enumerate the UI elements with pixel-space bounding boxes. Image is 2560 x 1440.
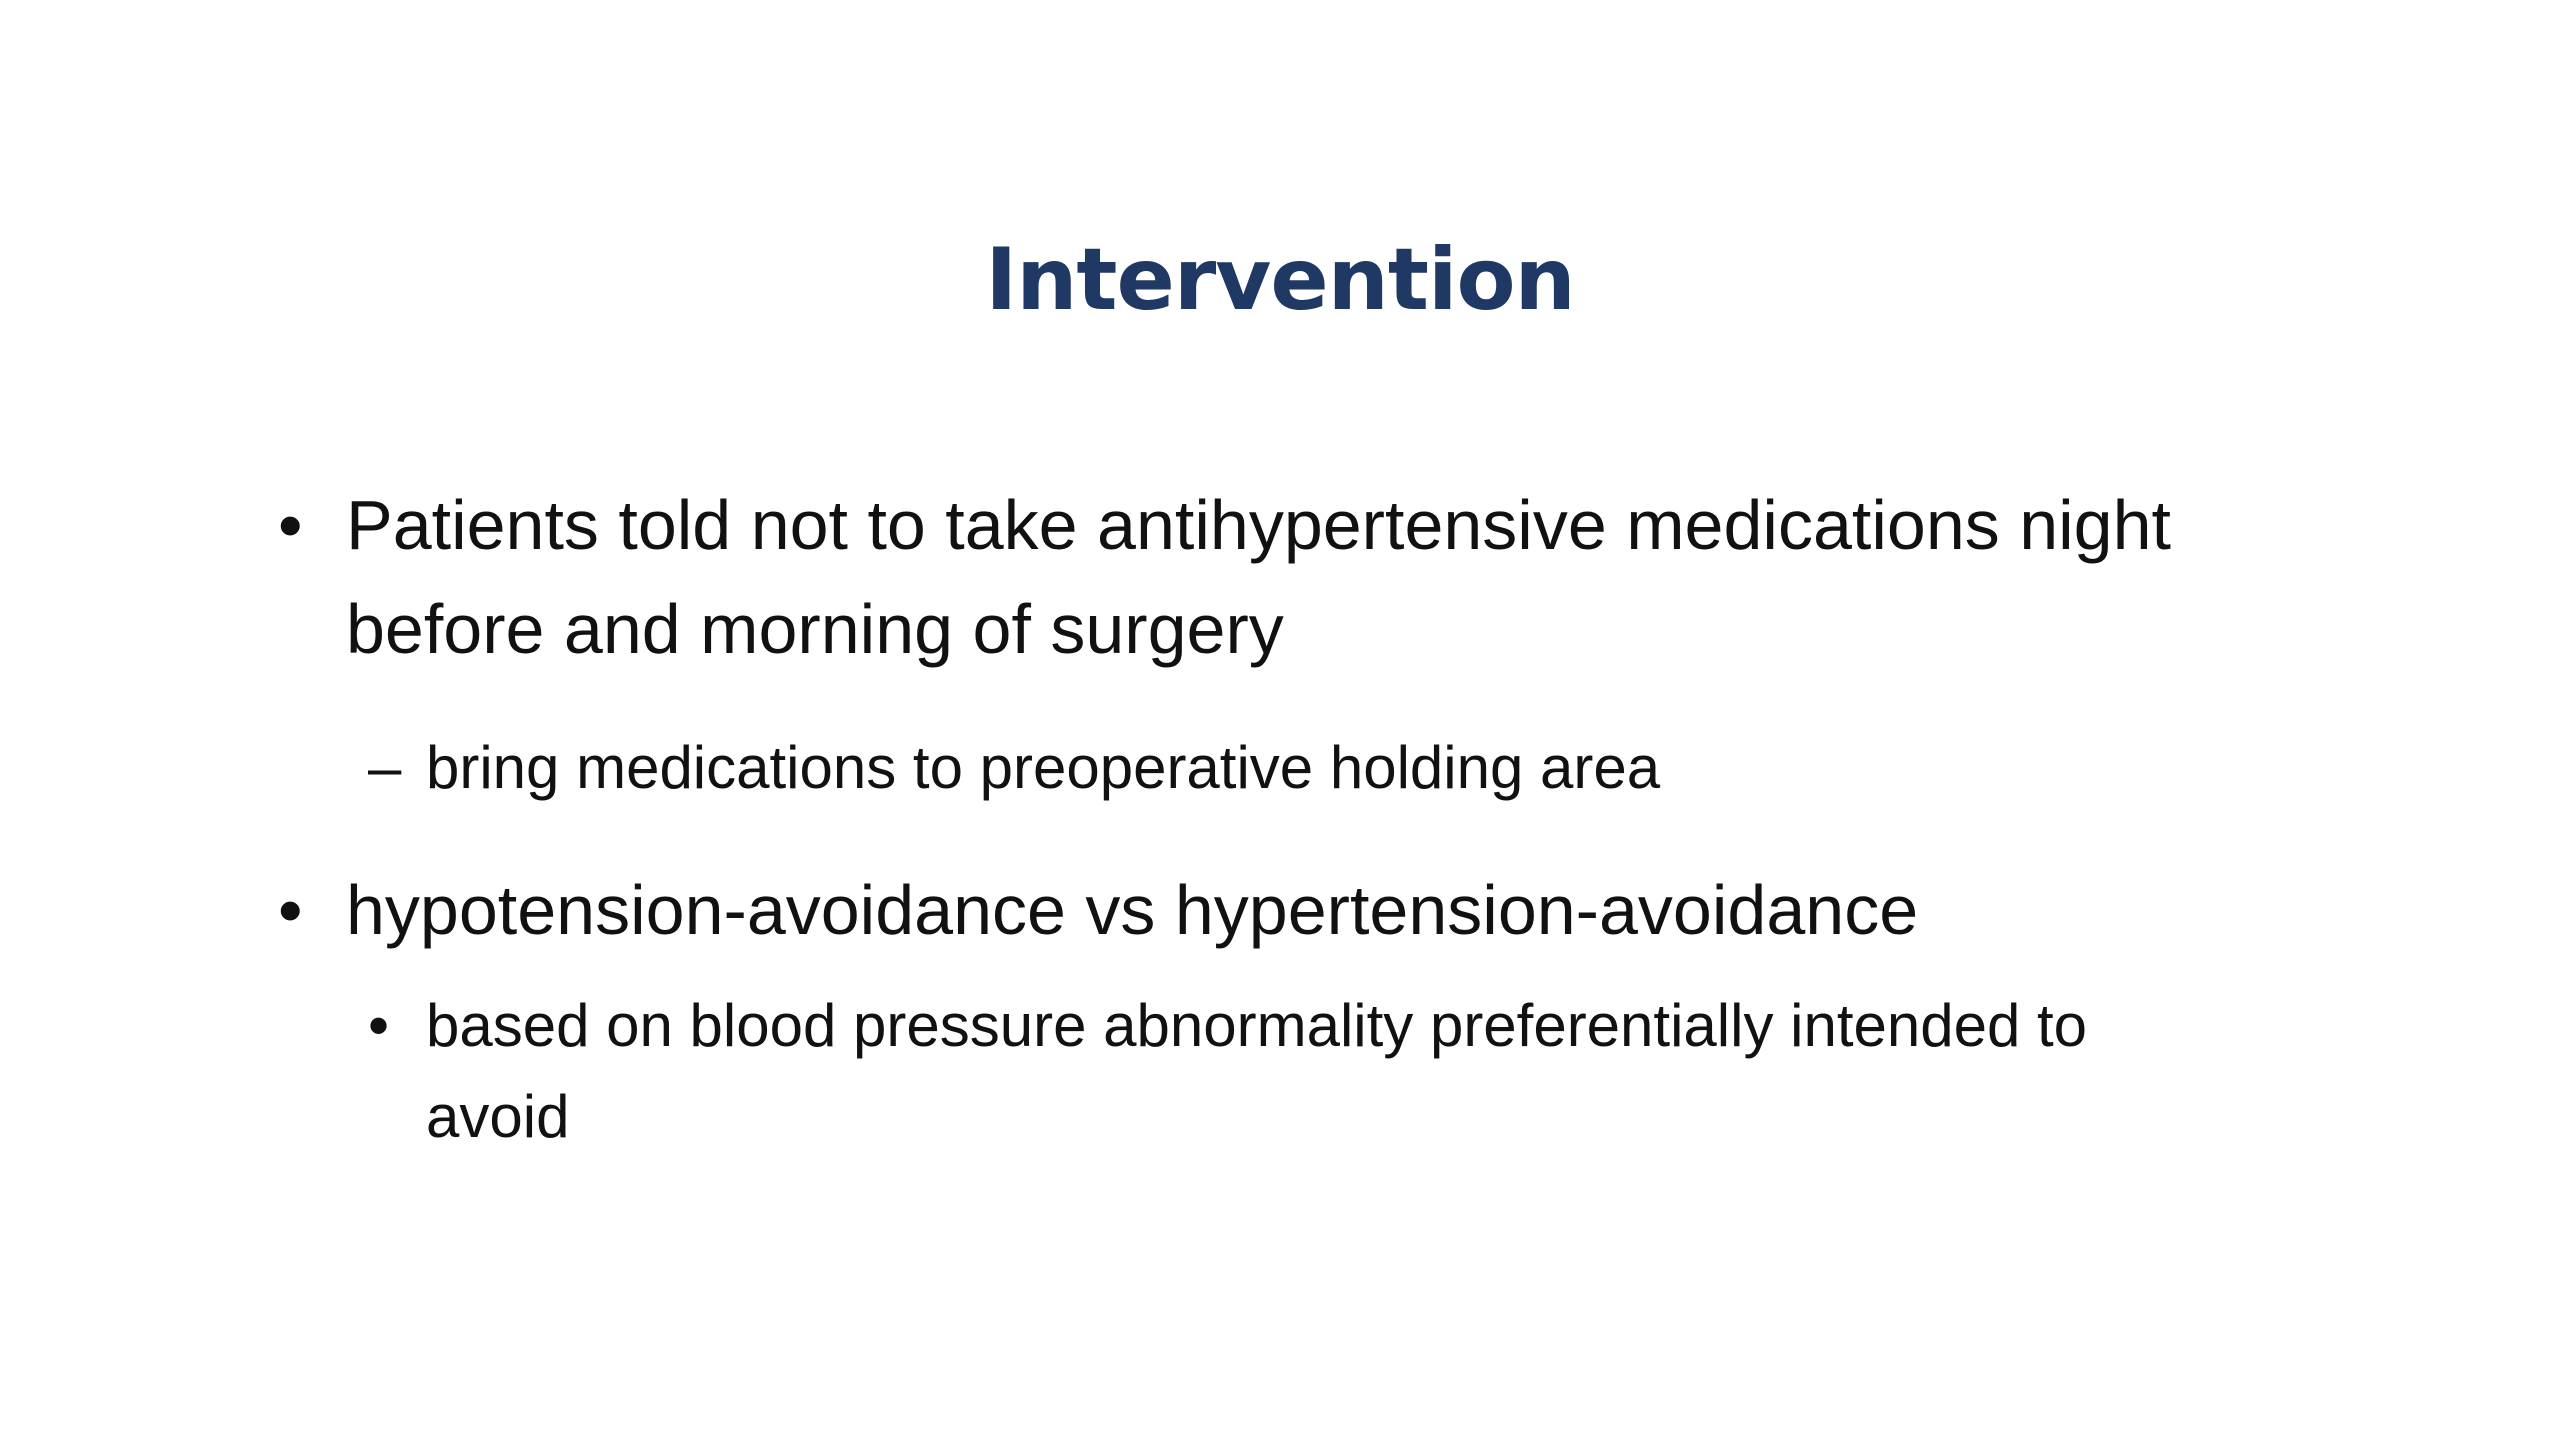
bullet-marker: • <box>368 992 390 1059</box>
sub-bullet-item <box>368 722 2148 813</box>
bullet-marker: • <box>278 486 303 564</box>
bullet-item <box>278 473 2328 681</box>
bullet-marker: • <box>278 871 303 949</box>
dash-marker: – <box>368 734 402 801</box>
sub-bullet-text: based on blood pressure abnormality preferentially intended to avoid <box>426 992 2088 1150</box>
bullet-text: hypotension-avoidance vs hypertension-avoidance <box>346 871 1919 949</box>
sub-bullet-item <box>368 980 2148 1162</box>
bullet-text: Patients told not to take antihypertensive medications night before and morning of surgery <box>346 486 2171 668</box>
bullet-item <box>278 858 2328 962</box>
slide-title: Intervention <box>985 230 1575 330</box>
sub-bullet-text: bring medications to preoperative holding area <box>426 734 1661 801</box>
